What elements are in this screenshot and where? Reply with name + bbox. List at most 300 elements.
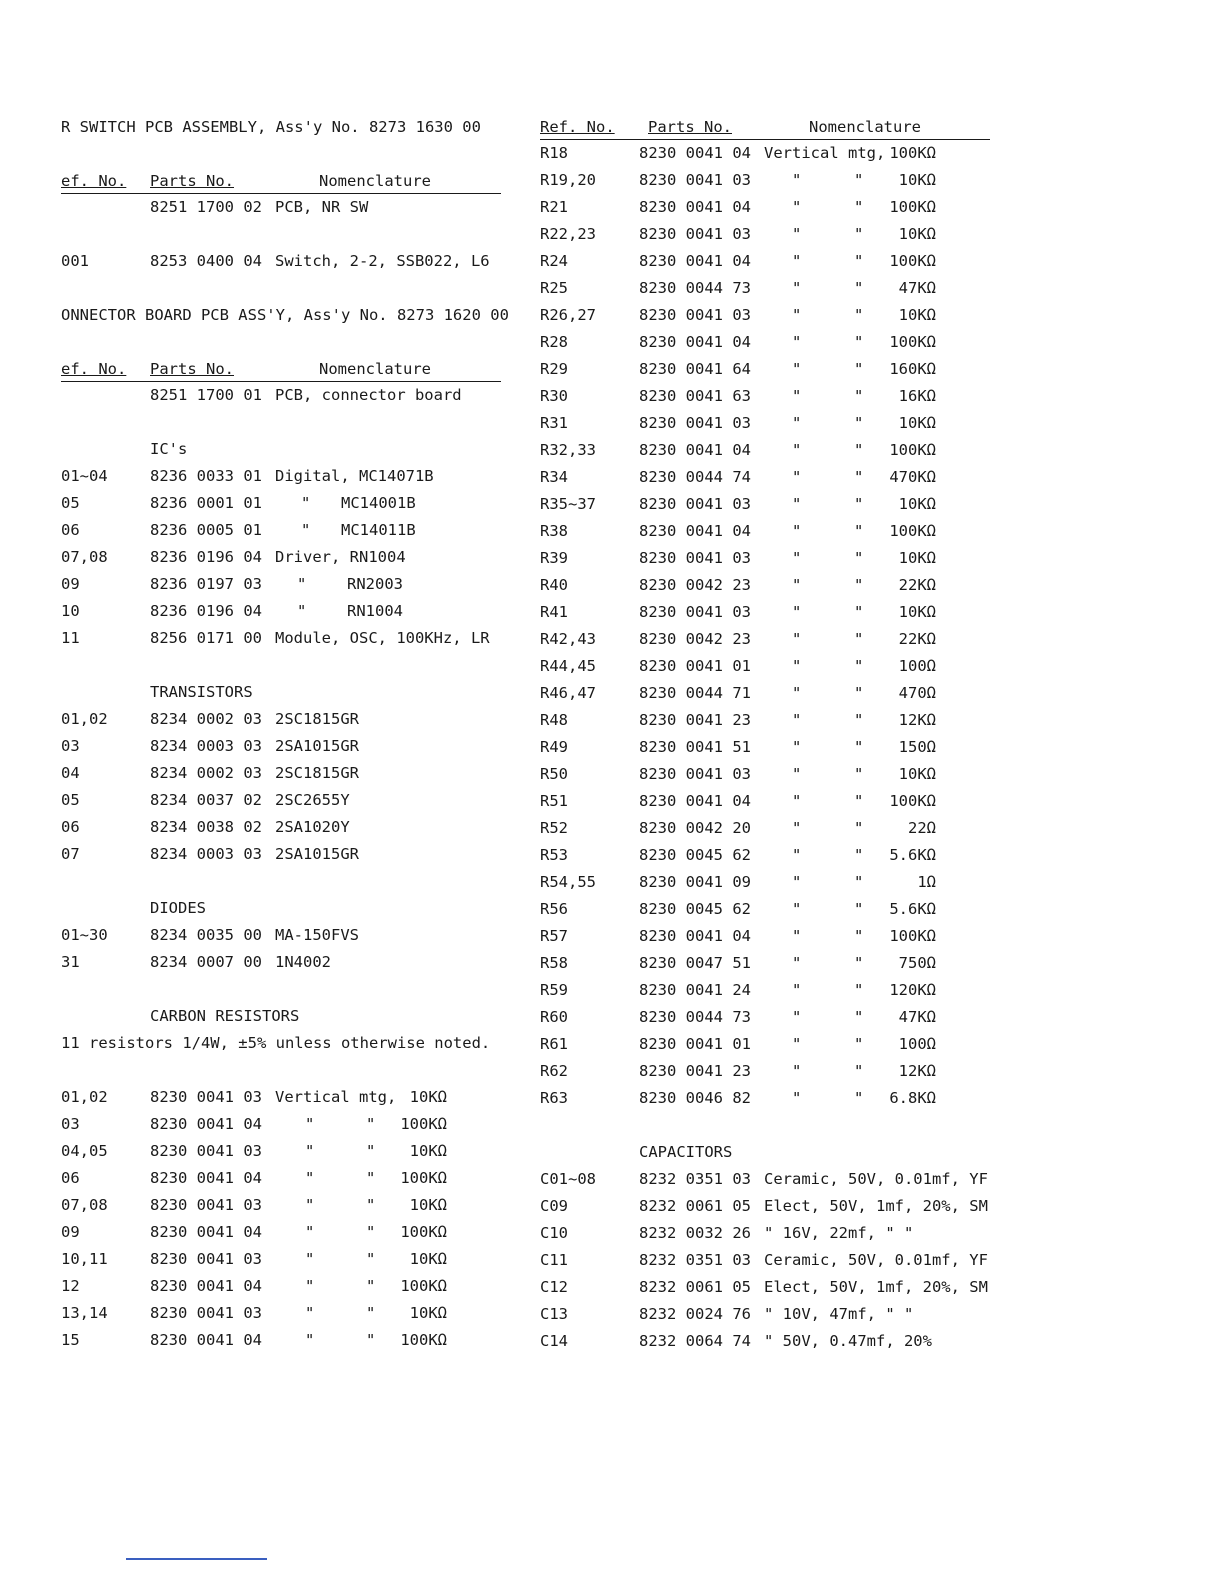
ref-no: R25: [540, 279, 568, 297]
ditto-mark: ": [366, 1250, 376, 1268]
nomenclature: Elect, 50V, 1mf, 20%, SM: [764, 1278, 988, 1296]
table-row: [61, 490, 501, 517]
ref-no: R24: [540, 252, 568, 270]
ref-no: 01~04: [61, 467, 108, 485]
ditto-mark: ": [792, 225, 802, 243]
resistance-value: 100KΩ: [889, 252, 936, 270]
table-row: [61, 1327, 501, 1354]
parts-no: 8230 0041 03: [150, 1304, 262, 1322]
ref-no: R61: [540, 1035, 568, 1053]
parts-no: 8230 0044 73: [639, 1008, 751, 1026]
parts-no: 8230 0041 09: [639, 873, 751, 891]
ditto-mark: ": [366, 1331, 376, 1349]
nomenclature: RN2003: [347, 575, 403, 593]
nomenclature: Driver, RN1004: [275, 548, 406, 566]
header-ref-no: Ref. No.: [540, 118, 615, 136]
ref-no: R39: [540, 549, 568, 567]
resistance-value: 16KΩ: [898, 387, 936, 405]
ditto-mark: ": [792, 1062, 802, 1080]
section-note: [61, 1030, 501, 1057]
table-row: [61, 517, 501, 544]
resistance-value: 100Ω: [898, 657, 936, 675]
parts-no: 8230 0041 04: [639, 441, 751, 459]
table-row: [540, 1328, 990, 1355]
parts-no: 8251 1700 02: [150, 198, 262, 216]
parts-no: 8236 0001 01: [150, 494, 262, 512]
left-parts-column: [61, 114, 509, 1354]
category-heading: [61, 895, 501, 922]
ref-no: 04: [61, 764, 80, 782]
resistance-value: 750Ω: [898, 954, 936, 972]
ditto-mark: ": [792, 738, 802, 756]
category-heading: [61, 436, 501, 463]
ref-no: 03: [61, 737, 80, 755]
ref-no: 04,05: [61, 1142, 108, 1160]
parts-no: 8230 0041 03: [639, 171, 751, 189]
spacer: [61, 409, 501, 436]
ditto-mark: ": [366, 1169, 376, 1187]
ref-no: C14: [540, 1332, 568, 1350]
ditto-mark: ": [305, 1223, 315, 1241]
ditto-mark: ": [854, 576, 864, 594]
spacer: [61, 976, 501, 1003]
ditto-mark: ": [792, 657, 802, 675]
header-parts-no: Parts No.: [150, 172, 234, 190]
table-row: [540, 1274, 990, 1301]
ditto-mark: ": [792, 279, 802, 297]
parts-no: 8232 0351 03: [639, 1251, 751, 1269]
ditto-mark: ": [305, 1115, 315, 1133]
ditto-mark: ": [854, 792, 864, 810]
spacer: [61, 221, 501, 248]
ditto-mark: ": [792, 306, 802, 324]
nomenclature: " 16V, 22mf, " ": [764, 1224, 914, 1242]
parts-no: 8234 0002 03: [150, 764, 262, 782]
ditto-mark: ": [854, 198, 864, 216]
ditto-mark: ": [366, 1196, 376, 1214]
table-row: [540, 221, 990, 248]
table-row: [61, 1138, 501, 1165]
parts-no: 8230 0041 01: [639, 657, 751, 675]
table-row: [540, 896, 990, 923]
table-row: [61, 1246, 501, 1273]
resistance-value: 100KΩ: [400, 1331, 447, 1349]
table-row: [540, 464, 990, 491]
table-row: [540, 248, 990, 275]
resistance-value: 10KΩ: [409, 1196, 447, 1214]
ref-no: 06: [61, 521, 80, 539]
ditto-mark: ": [305, 1169, 315, 1187]
header-ref-no: ef. No.: [61, 172, 127, 190]
category-heading-text: DIODES: [150, 899, 206, 917]
resistance-value: 10KΩ: [898, 306, 936, 324]
table-row: [540, 437, 990, 464]
ditto-mark: ": [854, 549, 864, 567]
assembly-title-text: ONNECTOR BOARD PCB ASS'Y, Ass'y No. 8273 1620 00: [61, 306, 509, 324]
ref-no: R26,27: [540, 306, 596, 324]
parts-no: 8230 0042 20: [639, 819, 751, 837]
header-nomenclature: Nomenclature: [319, 172, 431, 190]
table-row: [61, 598, 501, 625]
resistance-value: 10KΩ: [898, 495, 936, 513]
table-row: [61, 463, 501, 490]
parts-no: 8230 0041 23: [639, 711, 751, 729]
table-row: [540, 977, 990, 1004]
parts-no: 8230 0041 03: [150, 1250, 262, 1268]
table-row: [61, 571, 501, 598]
ditto-mark: ": [366, 1277, 376, 1295]
category-heading-text: CARBON RESISTORS: [150, 1007, 300, 1025]
parts-no: 8230 0041 04: [639, 198, 751, 216]
resistance-value: 12KΩ: [898, 711, 936, 729]
ref-no: R21: [540, 198, 568, 216]
table-row: [61, 1165, 501, 1192]
table-row: [540, 194, 990, 221]
table-row: [540, 1220, 990, 1247]
parts-no: 8230 0041 04: [639, 927, 751, 945]
table-row: [61, 194, 501, 221]
table-row: [61, 1192, 501, 1219]
parts-no: 8230 0041 04: [150, 1169, 262, 1187]
ref-no: 07,08: [61, 1196, 108, 1214]
ref-no: R51: [540, 792, 568, 810]
resistance-value: 1Ω: [917, 873, 936, 891]
ditto-mark: ": [854, 657, 864, 675]
ditto-mark: ": [854, 468, 864, 486]
assembly-title: [61, 302, 509, 329]
parts-no: 8234 0007 00: [150, 953, 262, 971]
resistance-value: 12KΩ: [898, 1062, 936, 1080]
ditto-mark: ": [854, 171, 864, 189]
nomenclature: 1N4002: [275, 953, 331, 971]
ref-no: 12: [61, 1277, 80, 1295]
ref-no: C10: [540, 1224, 568, 1242]
footer-rule: [126, 1558, 267, 1560]
parts-no: 8230 0041 03: [639, 225, 751, 243]
parts-no: 8230 0041 03: [639, 603, 751, 621]
ditto-mark: ": [792, 495, 802, 513]
resistance-value: 100KΩ: [400, 1277, 447, 1295]
ref-no: R35~37: [540, 495, 596, 513]
ref-no: 09: [61, 575, 80, 593]
ditto-mark: ": [366, 1304, 376, 1322]
parts-no: 8230 0041 64: [639, 360, 751, 378]
spacer: [61, 868, 501, 895]
table-row: [540, 788, 990, 815]
parts-no: 8230 0041 03: [639, 414, 751, 432]
ditto-mark: ": [366, 1142, 376, 1160]
section-note-text: 11 resistors 1/4W, ±5% unless otherwise noted.: [61, 1034, 491, 1052]
ref-no: R49: [540, 738, 568, 756]
resistance-value: 47KΩ: [898, 1008, 936, 1026]
ref-no: C11: [540, 1251, 568, 1269]
parts-no: 8230 0041 04: [150, 1115, 262, 1133]
ref-no: 10: [61, 602, 80, 620]
parts-no: 8230 0041 23: [639, 1062, 751, 1080]
parts-no: 8234 0002 03: [150, 710, 262, 728]
spacer: [61, 329, 501, 356]
table-row: [540, 491, 990, 518]
category-heading: [540, 1139, 990, 1166]
ditto-mark: ": [854, 360, 864, 378]
ditto-mark: ": [854, 333, 864, 351]
parts-no: 8230 0041 03: [639, 306, 751, 324]
ditto-mark: ": [792, 603, 802, 621]
parts-no: 8230 0042 23: [639, 576, 751, 594]
table-row: [540, 1031, 990, 1058]
parts-no: 8253 0400 04: [150, 252, 262, 270]
ditto-mark: ": [792, 711, 802, 729]
ref-no: R52: [540, 819, 568, 837]
ref-no: R28: [540, 333, 568, 351]
table-row: [540, 626, 990, 653]
ref-no: R54,55: [540, 873, 596, 891]
ditto-mark: ": [305, 1250, 315, 1268]
parts-no: 8230 0041 04: [150, 1223, 262, 1241]
table-row: [61, 787, 501, 814]
ref-no: 01,02: [61, 1088, 108, 1106]
table-row: [540, 653, 990, 680]
resistance-value: 100KΩ: [400, 1169, 447, 1187]
parts-no: 8232 0061 05: [639, 1197, 751, 1215]
category-heading-text: IC's: [150, 440, 188, 458]
parts-no: 8230 0041 51: [639, 738, 751, 756]
ditto-mark: ": [854, 1062, 864, 1080]
parts-no: 8230 0041 01: [639, 1035, 751, 1053]
table-row: [540, 518, 990, 545]
assembly-title: [61, 114, 501, 141]
table-row: [540, 545, 990, 572]
ditto-mark: ": [854, 900, 864, 918]
ditto-mark: ": [305, 1196, 315, 1214]
ref-no: R44,45: [540, 657, 596, 675]
parts-no: 8230 0041 63: [639, 387, 751, 405]
ditto-mark: ": [854, 630, 864, 648]
header-ref-no: ef. No.: [61, 360, 127, 378]
table-row: [61, 922, 501, 949]
ref-no: 05: [61, 791, 80, 809]
ref-no: R48: [540, 711, 568, 729]
ditto-mark: ": [854, 279, 864, 297]
nomenclature: MC14001B: [341, 494, 416, 512]
ref-no: 15: [61, 1331, 80, 1349]
ditto-mark: ": [854, 846, 864, 864]
resistance-value: 160KΩ: [889, 360, 936, 378]
table-row: [540, 1247, 990, 1274]
nomenclature: Ceramic, 50V, 0.01mf, YF: [764, 1251, 988, 1269]
ditto-mark: ": [792, 171, 802, 189]
parts-no: 8230 0047 51: [639, 954, 751, 972]
ref-no: R18: [540, 144, 568, 162]
ref-no: 06: [61, 1169, 80, 1187]
ditto-mark: ": [792, 765, 802, 783]
ditto-mark: ": [854, 306, 864, 324]
table-row: [540, 1004, 990, 1031]
table-row: [540, 1193, 990, 1220]
resistance-value: 10KΩ: [409, 1250, 447, 1268]
resistance-value: 22KΩ: [898, 630, 936, 648]
table-row: [61, 248, 501, 275]
table-row: [540, 1166, 990, 1193]
table-row: [540, 707, 990, 734]
nomenclature: Module, OSC, 100KHz, LR: [275, 629, 490, 647]
resistance-value: 10KΩ: [898, 603, 936, 621]
table-row: [61, 814, 501, 841]
ref-no: R22,23: [540, 225, 596, 243]
parts-no: 8232 0024 76: [639, 1305, 751, 1323]
parts-no: 8230 0041 04: [639, 792, 751, 810]
parts-no: 8230 0041 03: [639, 765, 751, 783]
ditto-mark: ": [792, 900, 802, 918]
nomenclature: " 50V, 0.47mf, 20%: [764, 1332, 932, 1350]
parts-no: 8232 0064 74: [639, 1332, 751, 1350]
table-row: [540, 140, 990, 167]
ditto-mark: ": [854, 603, 864, 621]
resistance-value: 100KΩ: [400, 1115, 447, 1133]
parts-no: 8230 0041 04: [150, 1277, 262, 1295]
ditto-mark: ": [792, 1008, 802, 1026]
resistance-value: 100KΩ: [400, 1223, 447, 1241]
nomenclature: RN1004: [347, 602, 403, 620]
table-row: [540, 923, 990, 950]
parts-no: 8230 0041 04: [639, 333, 751, 351]
table-row: [61, 1111, 501, 1138]
resistance-value: 100KΩ: [889, 522, 936, 540]
table-row: [540, 734, 990, 761]
ditto-mark: ": [854, 873, 864, 891]
parts-no: 8230 0044 74: [639, 468, 751, 486]
table-row: [61, 1219, 501, 1246]
ditto-mark: ": [792, 333, 802, 351]
category-heading-text: CAPACITORS: [639, 1143, 733, 1161]
ditto-mark: ": [792, 819, 802, 837]
parts-no: 8236 0197 03: [150, 575, 262, 593]
ref-no: 06: [61, 818, 80, 836]
parts-no: 8230 0041 24: [639, 981, 751, 999]
ditto-mark: ": [366, 1223, 376, 1241]
ditto-mark: ": [854, 1089, 864, 1107]
ref-no: 03: [61, 1115, 80, 1133]
resistance-value: 5.6KΩ: [889, 846, 936, 864]
table-row: [61, 544, 501, 571]
header-parts-no: Parts No.: [648, 118, 732, 136]
ditto-mark: ": [792, 387, 802, 405]
parts-no: 8232 0032 26: [639, 1224, 751, 1242]
ditto-mark: ": [854, 495, 864, 513]
resistance-value: 470Ω: [898, 684, 936, 702]
ditto-mark: ": [854, 819, 864, 837]
ref-no: 10,11: [61, 1250, 108, 1268]
ref-no: R60: [540, 1008, 568, 1026]
resistance-value: 100Ω: [898, 1035, 936, 1053]
resistance-value: 10KΩ: [898, 171, 936, 189]
ditto-mark: ": [854, 738, 864, 756]
ref-no: C01~08: [540, 1170, 596, 1188]
ref-no: 05: [61, 494, 80, 512]
ref-no: R56: [540, 900, 568, 918]
parts-no: 8230 0041 04: [639, 144, 751, 162]
ref-no: R19,20: [540, 171, 596, 189]
parts-no: 8232 0061 05: [639, 1278, 751, 1296]
ditto-mark: ": [792, 441, 802, 459]
parts-no: 8236 0196 04: [150, 548, 262, 566]
table-header: [61, 168, 501, 194]
table-row: [540, 329, 990, 356]
ref-no: R41: [540, 603, 568, 621]
nomenclature: PCB, connector board: [275, 386, 462, 404]
parts-no: 8230 0042 23: [639, 630, 751, 648]
table-row: [540, 1058, 990, 1085]
ditto-mark: ": [305, 1331, 315, 1349]
resistance-value: 10KΩ: [898, 765, 936, 783]
parts-no: 8236 0005 01: [150, 521, 262, 539]
ditto-mark: ": [305, 1304, 315, 1322]
table-row: [540, 167, 990, 194]
resistance-value: 150Ω: [898, 738, 936, 756]
nomenclature: " 10V, 47mf, " ": [764, 1305, 914, 1323]
ditto-mark: ": [792, 468, 802, 486]
parts-no: 8230 0044 73: [639, 279, 751, 297]
ditto-mark: ": [792, 927, 802, 945]
ref-no: 09: [61, 1223, 80, 1241]
ditto-mark: ": [854, 765, 864, 783]
table-row: [61, 733, 501, 760]
nomenclature: MC14011B: [341, 521, 416, 539]
ref-no: 11: [61, 629, 80, 647]
resistance-value: 10KΩ: [898, 225, 936, 243]
ref-no: R31: [540, 414, 568, 432]
table-row: [540, 383, 990, 410]
parts-no: 8234 0035 00: [150, 926, 262, 944]
ref-no: 07: [61, 845, 80, 863]
ditto-mark: ": [305, 1142, 315, 1160]
ditto-mark: ": [854, 1035, 864, 1053]
ref-no: 31: [61, 953, 80, 971]
ditto-mark: ": [854, 927, 864, 945]
resistance-value: 10KΩ: [898, 549, 936, 567]
table-header: [540, 114, 990, 140]
resistance-value: 10KΩ: [409, 1304, 447, 1322]
category-heading: [61, 1003, 501, 1030]
parts-no: 8251 1700 01: [150, 386, 262, 404]
ditto-mark: ": [366, 1115, 376, 1133]
resistance-value: 100KΩ: [889, 792, 936, 810]
ref-no: R38: [540, 522, 568, 540]
nomenclature: MA-150FVS: [275, 926, 359, 944]
table-row: [61, 382, 501, 409]
table-row: [61, 949, 501, 976]
resistance-value: 100KΩ: [889, 927, 936, 945]
resistance-value: 470KΩ: [889, 468, 936, 486]
ditto-mark: ": [792, 360, 802, 378]
nomenclature: 2SC1815GR: [275, 710, 359, 728]
nomenclature: 2SC1815GR: [275, 764, 359, 782]
ref-no: C09: [540, 1197, 568, 1215]
parts-no: 8230 0041 03: [150, 1088, 262, 1106]
right-parts-column: [540, 114, 990, 1355]
ref-no: 07,08: [61, 548, 108, 566]
parts-no: 8230 0041 03: [150, 1142, 262, 1160]
spacer: [61, 652, 501, 679]
resistance-value: 100KΩ: [889, 144, 936, 162]
ditto-mark: ": [854, 1008, 864, 1026]
ref-no: R40: [540, 576, 568, 594]
table-row: [540, 356, 990, 383]
ref-no: C13: [540, 1305, 568, 1323]
ditto-mark: ": [854, 954, 864, 972]
table-row: [61, 1273, 501, 1300]
parts-no: 8232 0351 03: [639, 1170, 751, 1188]
